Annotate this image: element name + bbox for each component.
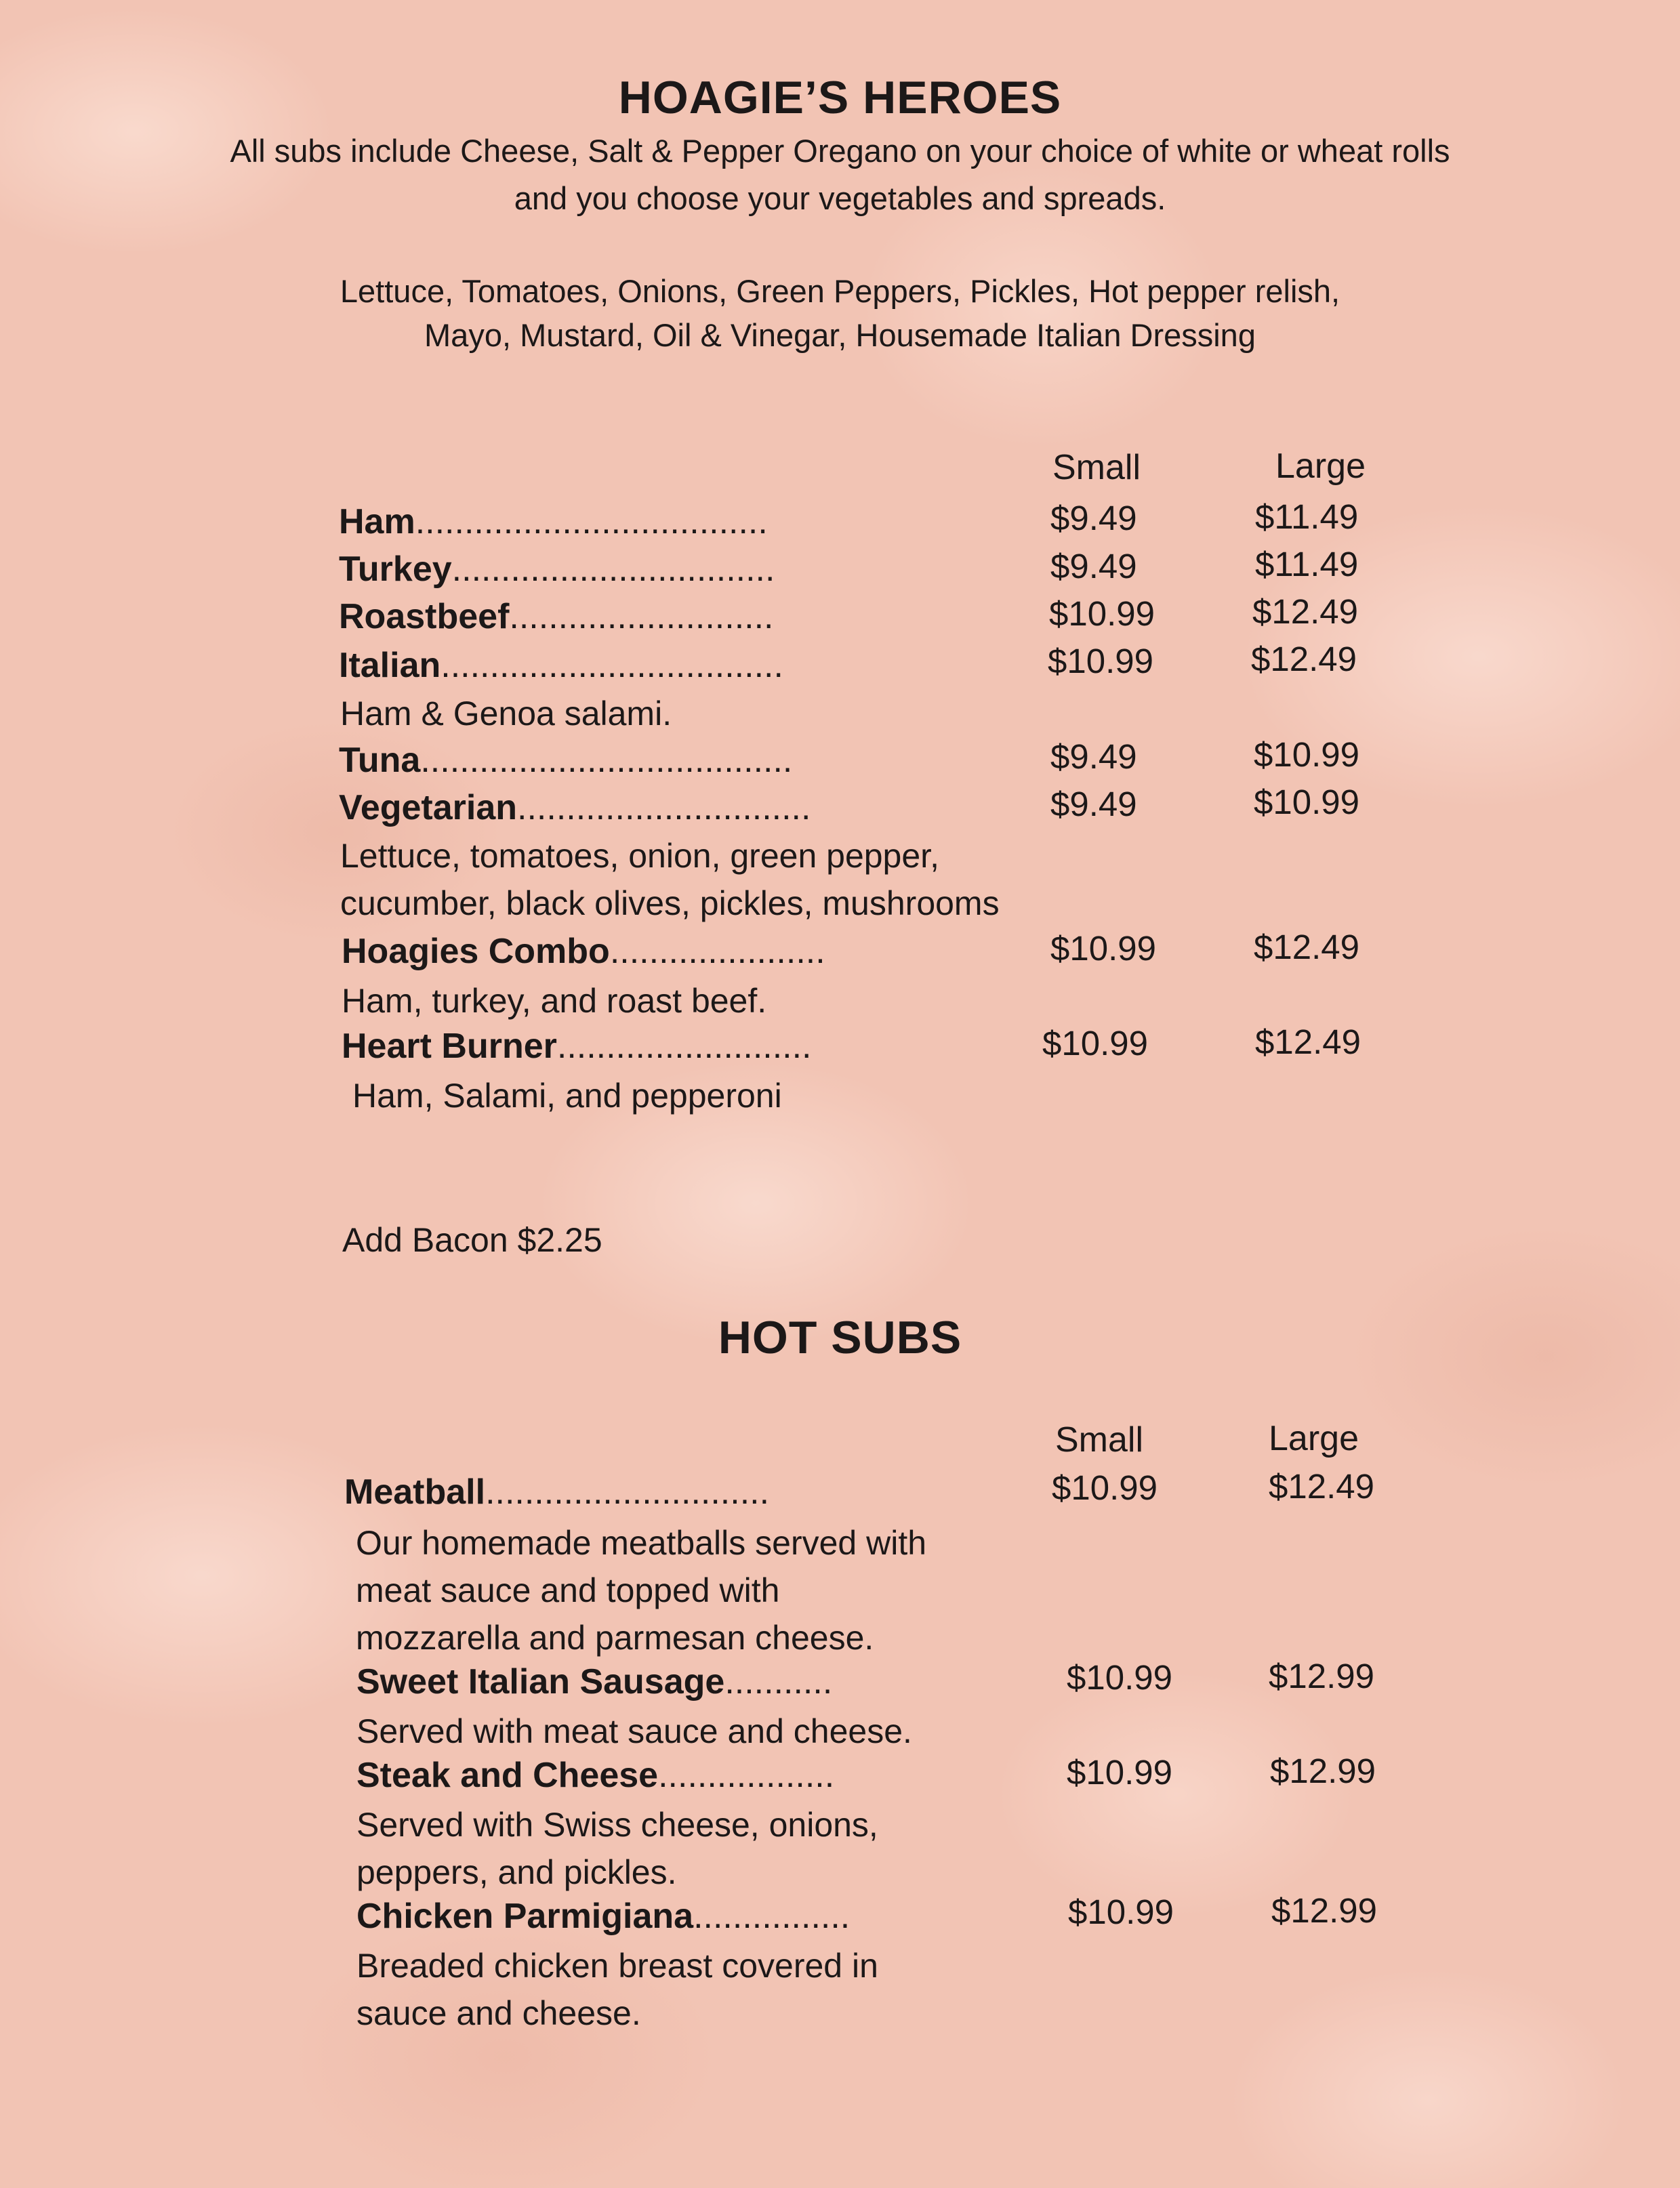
price-large: $11.49 xyxy=(1255,545,1359,583)
price-small: $10.99 xyxy=(1068,1893,1174,1931)
item-name-row xyxy=(339,501,768,542)
leader-dots: .......................... xyxy=(556,1027,812,1066)
item-description: Breaded chicken breast covered in xyxy=(356,1947,878,1985)
hot-col-large: Large xyxy=(1269,1419,1359,1458)
leader-dots: ...................... xyxy=(609,932,825,971)
price-small: $9.49 xyxy=(1050,737,1137,776)
item-name-row xyxy=(339,787,811,828)
price-large: $10.99 xyxy=(1254,783,1359,821)
item-name: Vegetarian xyxy=(339,788,518,827)
price-small: $10.99 xyxy=(1052,1468,1157,1507)
item-name-row xyxy=(356,1755,834,1796)
leader-dots: ........... xyxy=(724,1662,833,1701)
item-name: Roastbeef xyxy=(339,597,510,636)
item-name-row xyxy=(356,1661,832,1702)
leader-dots: .................. xyxy=(658,1756,835,1795)
heroes-intro-line-2: and you choose your vegetables and spreads. xyxy=(514,180,1166,216)
price-small: $10.99 xyxy=(1067,1658,1172,1697)
item-description: Served with Swiss cheese, onions, xyxy=(356,1806,878,1844)
leader-dots: .............................. xyxy=(517,788,811,827)
heroes-intro-line-1: All subs include Cheese, Salt & Pepper Oregano on your choice of white or wheat rolls xyxy=(230,133,1450,169)
leader-dots: ................................. xyxy=(451,550,775,589)
item-name-row xyxy=(356,1896,850,1937)
item-name: Heart Burner xyxy=(342,1027,557,1066)
item-description: Our homemade meatballs served with xyxy=(356,1524,927,1562)
item-description: Ham, Salami, and pepperoni xyxy=(352,1077,782,1115)
price-small: $9.49 xyxy=(1050,499,1137,537)
price-large: $12.49 xyxy=(1269,1467,1374,1506)
item-description: meat sauce and topped with xyxy=(356,1571,780,1609)
item-name: Italian xyxy=(339,646,441,685)
item-description: sauce and cheese. xyxy=(356,1994,641,2032)
item-name: Sweet Italian Sausage xyxy=(356,1662,725,1701)
price-large: $11.49 xyxy=(1255,497,1359,536)
item-description: Ham & Genoa salami. xyxy=(340,695,672,732)
price-large: $12.49 xyxy=(1255,1023,1361,1061)
item-description: Lettuce, tomatoes, onion, green pepper, xyxy=(340,837,939,875)
toppings-line-1: Lettuce, Tomatoes, Onions, Green Peppers, Pickles, Hot pepper relish, xyxy=(340,273,1340,309)
leader-dots: ................................... xyxy=(441,646,783,685)
item-name-row xyxy=(339,645,783,686)
item-name-row xyxy=(342,931,825,972)
item-name-row xyxy=(339,740,792,781)
item-name-row xyxy=(339,549,775,590)
hot-col-small: Small xyxy=(1055,1420,1144,1460)
price-small: $10.99 xyxy=(1048,642,1153,680)
toppings-line-2: Mayo, Mustard, Oil & Vinegar, Housemade Italian Dressing xyxy=(424,317,1256,353)
item-name: Chicken Parmigiana xyxy=(356,1897,694,1936)
item-name-row xyxy=(339,596,773,637)
leader-dots: ............................. xyxy=(485,1472,770,1512)
price-small: $9.49 xyxy=(1050,785,1137,823)
item-name-row xyxy=(342,1026,812,1067)
item-name-row xyxy=(344,1472,769,1512)
item-name: Turkey xyxy=(339,550,452,589)
item-name: Meatball xyxy=(344,1472,486,1512)
heroes-title: HOAGIE’S HEROES xyxy=(618,72,1062,123)
price-small: $9.49 xyxy=(1050,547,1137,585)
price-large: $12.49 xyxy=(1254,928,1359,966)
price-small: $10.99 xyxy=(1042,1024,1148,1062)
leader-dots: ...................................... xyxy=(420,741,793,780)
item-description: Served with meat sauce and cheese. xyxy=(356,1712,912,1750)
price-large: $12.99 xyxy=(1269,1657,1374,1695)
hot-subs-title: HOT SUBS xyxy=(718,1312,962,1363)
item-name: Ham xyxy=(339,502,415,541)
item-description: mozzarella and parmesan cheese. xyxy=(356,1619,874,1657)
leader-dots: ................ xyxy=(693,1897,851,1936)
item-name: Hoagies Combo xyxy=(342,932,610,971)
add-bacon-note: Add Bacon $2.25 xyxy=(342,1221,602,1259)
price-large: $10.99 xyxy=(1254,735,1359,774)
item-description: Ham, turkey, and roast beef. xyxy=(342,982,767,1020)
item-description: peppers, and pickles. xyxy=(356,1853,677,1891)
heroes-col-large: Large xyxy=(1275,447,1366,486)
price-large: $12.99 xyxy=(1270,1752,1376,1790)
leader-dots: ........................... xyxy=(509,597,774,636)
item-description: cucumber, black olives, pickles, mushrooms xyxy=(340,884,1000,922)
item-name: Tuna xyxy=(339,741,421,780)
item-name: Steak and Cheese xyxy=(356,1756,659,1795)
price-small: $10.99 xyxy=(1067,1753,1172,1792)
heroes-col-small: Small xyxy=(1052,448,1141,487)
price-small: $10.99 xyxy=(1049,594,1155,633)
price-large: $12.99 xyxy=(1271,1891,1377,1930)
price-large: $12.49 xyxy=(1251,640,1357,678)
price-large: $12.49 xyxy=(1252,592,1358,631)
price-small: $10.99 xyxy=(1050,929,1156,968)
leader-dots: .................................... xyxy=(415,502,768,541)
